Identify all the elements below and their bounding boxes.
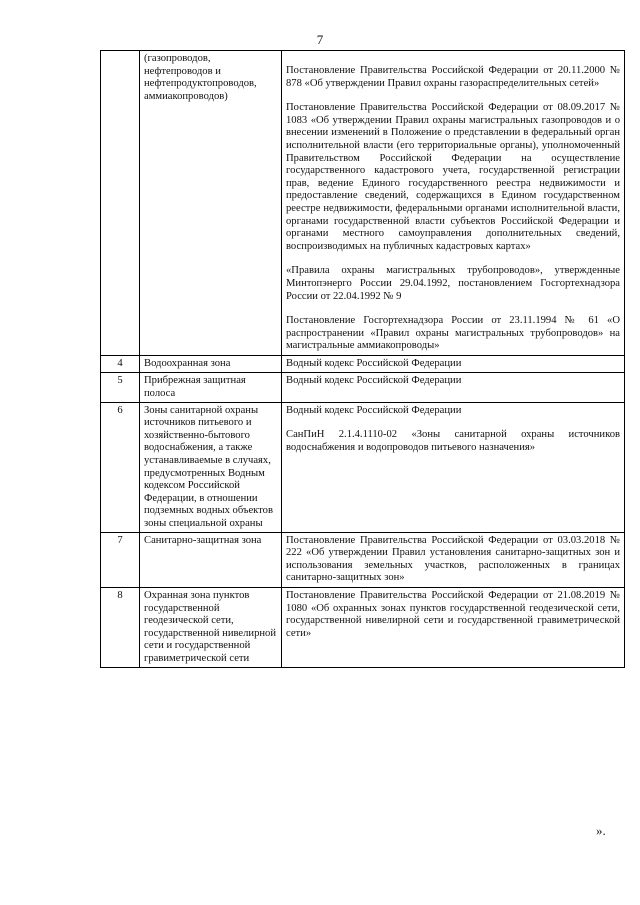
legal-documents (282, 373, 625, 402)
zone-name: Охранная зона пунктов государственной геодезической сети, государственной нивелирной сети и государственной гравиметрической сети (140, 587, 282, 667)
page-number: 7 (316, 32, 324, 47)
legal-documents (282, 532, 625, 587)
document-paragraph: Постановление Правительства Российской Федерации от 21.08.2019 № 1080 «Об охранных зонах пунктов государственной геодезической сети, государственной нивелирной сети и государственной гравиметрической сети» (286, 589, 620, 639)
zone-name: Прибрежная защитная полоса (140, 373, 282, 402)
zone-name: Санитарно-защитная зона (140, 532, 282, 587)
zone-name: (газопроводов, нефтепроводов и нефтепродуктопроводов, аммиакопроводов) (140, 51, 282, 356)
legal-documents (282, 51, 625, 356)
zone-name: Водоохранная зона (140, 355, 282, 373)
table-row (101, 402, 625, 532)
table-row (101, 373, 625, 402)
document-paragraph: Постановление Правительства Российской Федерации от 20.11.2000 № 878 «Об утверждении Правил охраны газораспределительных сетей» (286, 65, 620, 89)
regulations-table (100, 50, 625, 668)
table-row (101, 587, 625, 667)
row-number: 5 (101, 373, 140, 402)
row-number (101, 51, 140, 356)
document-paragraph: Водный кодекс Российской Федерации (286, 357, 462, 369)
table-row (101, 355, 625, 373)
table-row (101, 532, 625, 587)
document-paragraph: Постановление Правительства Российской Федерации от 03.03.2018 № 222 «Об утверждении Правил установления санитарно-защитных зон и использования земельных участков, расположенных в границах санитарно-защитных зон» (286, 534, 620, 584)
closing-quote-mark: ». (596, 823, 606, 838)
row-number: 8 (101, 587, 140, 667)
document-paragraph: СанПиН 2.1.4.1110-02 «Зоны санитарной охраны источников водоснабжения и водопроводов питьевого назначения» (286, 429, 620, 453)
legal-documents (282, 402, 625, 532)
document-paragraph: Постановление Правительства Российской Федерации от 08.09.2017 № 1083 «Об утверждении Правил охраны магистральных газопроводов и о внесении изменений в Положение о представлении в федеральный орган исполнительной власти (его территориальные органы), уполномоченный Правительством Российской Федерации на осуществление государственного кадастрового учета, государственной регистрации прав, ведение Единого государственного реестра недвижимости и предоставление сведений, содержащихся в Едином государственном реестре недвижимости, федеральными органами исполнительной власти, органами государственной власти субъектов Российской Федерации и органами местного самоуправления дополнительных сведений, воспроизводимых на публичных кадастровых картах» (286, 102, 620, 252)
legal-documents (282, 587, 625, 667)
document-paragraph: «Правила охраны магистральных трубопроводов», утвержденные Минтопэнерго России 29.04.1992, постановлением Госгортехнадзора России от 22.04.1992 № 9 (286, 265, 620, 302)
document-paragraph: Водный кодекс Российской Федерации (286, 375, 462, 387)
row-number: 6 (101, 402, 140, 532)
zone-name: Зоны санитарной охраны источников питьевого и хозяйственно-бытового водоснабжения, а также устанавливаемые в случаях, предусмотренных Водным кодексом Российской Федерации, в отношении подземных водных объектов зоны специальной охраны (140, 402, 282, 532)
row-number: 4 (101, 355, 140, 373)
legal-documents (282, 355, 625, 373)
document-paragraph: Постановление Госгортехнадзора России от 23.11.1994 № 61 «О распространении «Правил охраны магистральных трубопроводов» на магистральные аммиакопроводы» (286, 315, 620, 352)
row-number: 7 (101, 532, 140, 587)
document-paragraph: Водный кодекс Российской Федерации (286, 404, 462, 416)
table-row (101, 51, 625, 356)
